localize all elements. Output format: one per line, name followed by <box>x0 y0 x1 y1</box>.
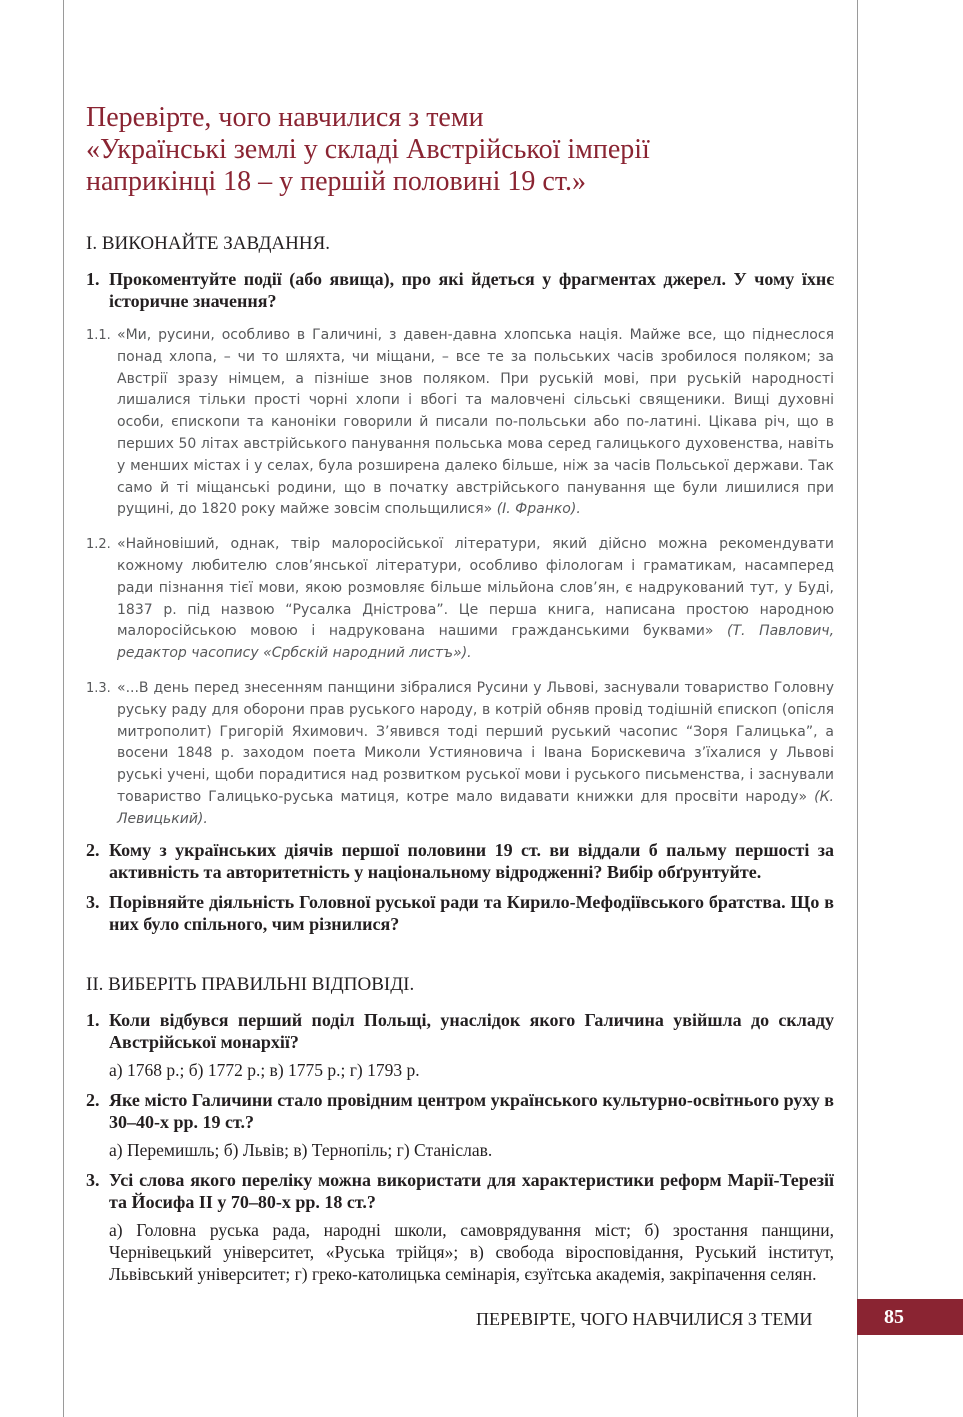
source-number: 1.2. <box>86 537 111 553</box>
page-title <box>86 102 834 198</box>
source-number: 1.3. <box>86 680 111 696</box>
left-margin-rule <box>63 0 64 1417</box>
question-number: 3. <box>86 1169 100 1190</box>
source-text: «...В день перед знесенням панщини зібралися Русини у Львові, заснували товариство Головну руську раду для оборони прав руського народу, в котрій обняв провід тодішній єпископ (опісля митрополит) Григорій Яхимович. З’явився тоді перший руський часопис “Зоря Галицька”, а восени 1848 р. заходом поета Миколи Устияновича і Івана Борискевича з’їхалися у Львові руські учені, щоби порадитися над розвитком руської мови і руського письменства, і заснували товариство Галицько-руська матиця, котре мало видавати книжки для просвіти народу» <box>117 679 834 805</box>
task-text: Прокоментуйте події (або явища), про які йдеться у фрагментах джерел. У чому їхнє історичне значення? <box>109 269 834 311</box>
question-3 <box>86 1169 834 1213</box>
task-3 <box>86 891 834 935</box>
question-1 <box>86 1009 834 1053</box>
answer-options: а) 1768 р.; б) 1772 р.; в) 1775 р.; г) 1793 р. <box>109 1059 420 1080</box>
source-author: (Т. Павлович, редактор часопису «Србскій народний листъ»). <box>117 623 835 662</box>
source-fragment-1-2 <box>86 534 834 665</box>
task-number: 1. <box>86 269 100 289</box>
running-footer-title: ПЕРЕВІРТЕ, ЧОГО НАВЧИЛИСЯ З ТЕМИ <box>476 1309 813 1329</box>
task-text: Кому з українських діячів першої половини 19 ст. ви віддали б пальму першості за активність та авторитетність у національному відродженні? Вибір обґрунтуйте. <box>109 839 834 882</box>
task-2 <box>86 839 834 883</box>
source-author: (К. Левицький). <box>117 788 834 827</box>
source-fragment-1-3 <box>86 678 834 831</box>
task-1 <box>86 268 834 312</box>
title-line-3: наприкінці 18 – у першій половині 19 ст.» <box>86 166 586 197</box>
page-content <box>86 102 834 1285</box>
source-fragment-1-1 <box>86 325 834 521</box>
section-heading-answers: II. ВИБЕРІТЬ ПРАВИЛЬНІ ВІДПОВІДІ. <box>86 973 415 995</box>
page-number: 85 <box>857 1299 963 1335</box>
question-number: 1. <box>86 1009 100 1030</box>
task-text: Порівняйте діяльність Головної руської ради та Кирило-Мефодіївського братства. Що в них було спільного, чим різнилися? <box>109 891 834 934</box>
title-line-2: «Українські землі у складі Австрійської імперії <box>86 134 650 165</box>
title-line-1: Перевірте, чого навчилися з теми <box>86 102 484 133</box>
question-2 <box>86 1089 834 1133</box>
question-number: 2. <box>86 1089 100 1110</box>
source-number: 1.1. <box>86 328 111 343</box>
right-margin-rule <box>857 0 858 1417</box>
answer-options: а) Головна руська рада, народні школи, самоврядування міст; б) зростання панщини, Чернівецький університет, «Руська трійця»; в) свобода віросповідання, Руський інститут, Львівський університет; г) греко-католицька семінарія, єзуїтська академія, закріпачення селян. <box>109 1219 834 1284</box>
section-heading-tasks: I. ВИКОНАЙТЕ ЗАВДАННЯ. <box>86 233 331 254</box>
task-number: 3. <box>86 891 100 912</box>
question-text: Коли відбувся перший поділ Польщі, унаслідок якого Галичина увійшла до складу Австрійської монархії? <box>109 1009 834 1052</box>
source-text: «Найновіший, однак, твір малоросійської літератури, який дійсно можна рекомендувати кожному любителю слов’янської літератури, особливо філологам і граматикам, насамперед ради пізнання тієї мови, якою розмовляє більше мільйона слов’ян, є надрукований тут, у Буді, 1837 р. під назвою “Русалка Дністрова”. Це перша книга, написана простою народною малоросійською мовою і надрукована нашими гражданськими буквами» <box>117 536 834 640</box>
source-author: (І. Франко). <box>496 501 581 518</box>
source-text: «Ми, русини, особливо в Галичині, з давен-давна хлопська нація. Майже все, що піднеслося понад хлопа, – чи то шляхта, чи міщани, – все те за польських часів зробилося поляком; за Австрії зразу німцем, а пізніше знов поляком. При руській мові, при руській народності лишалися тільки прості чорні хлопи і вбогі та маловчені сільські священики. Вищі духовні особи, єпископи та каноніки говорили й писали по-польськи або по-латині. Цікава річ, що в перших 50 літах австрійського панування польська мова серед галицького духовенства, навіть у менших містах і у селах, була розширена далеко більше, ніж за часів Польської держави. Так само й ті міщанські родини, що в початку австрійського панування ще були лишилися при рущині, до 1820 року майже зовсім спольщилися» <box>117 327 834 518</box>
answer-options: а) Перемишль; б) Львів; в) Тернопіль; г) Станіслав. <box>109 1139 493 1160</box>
question-text: Усі слова якого переліку можна використати для характеристики реформ Марії-Терезії та Йосифа II у 70–80-х рр. 18 ст.? <box>109 1169 834 1212</box>
question-text: Яке місто Галичини стало провідним центром українського культурно-освітнього руху в 30–40-х рр. 19 ст.? <box>109 1089 834 1132</box>
task-number: 2. <box>86 839 100 860</box>
